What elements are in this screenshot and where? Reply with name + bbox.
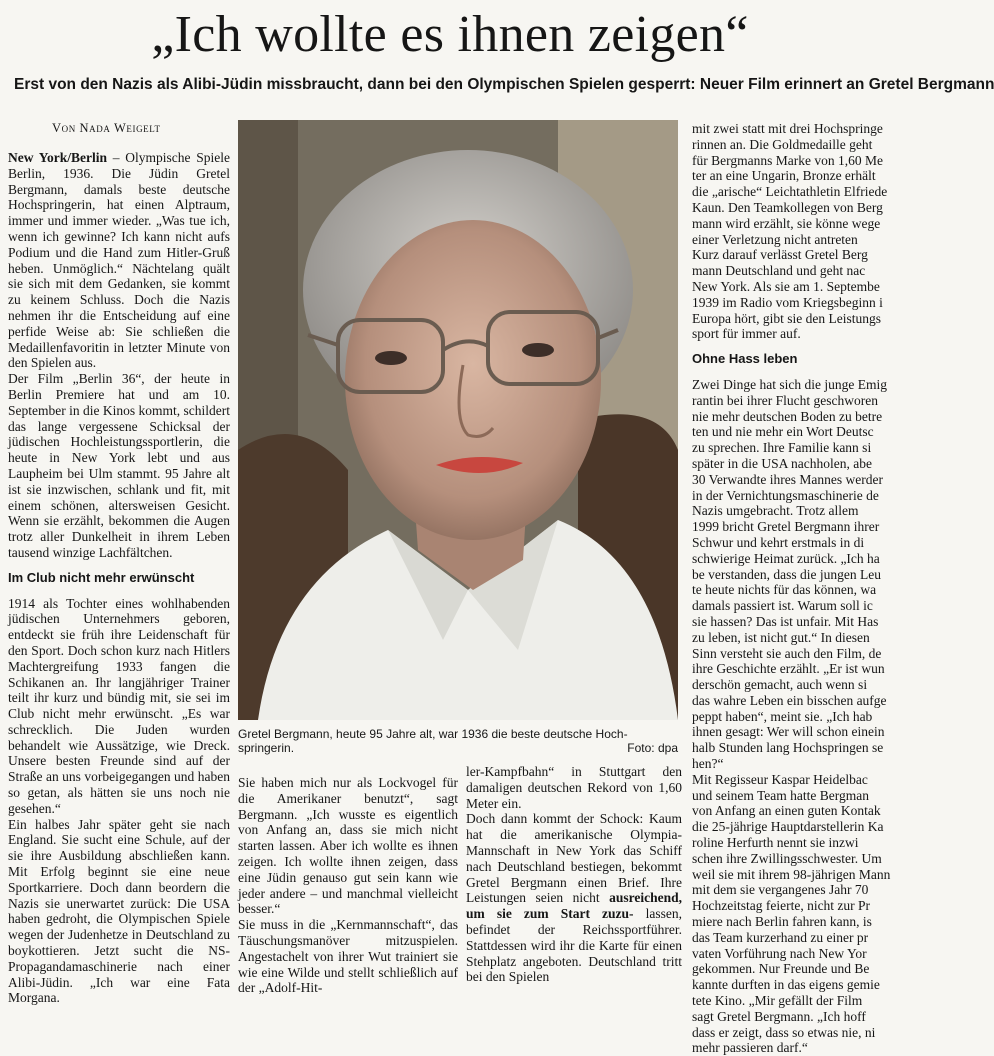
text-line: ihnen gesagt: Wer will schon einein bbox=[692, 724, 885, 740]
paragraph: Ein halbes Jahr später geht sie nach England. Sie sucht eine Schule, auf der sie ihre Ausbildung abschließen kann. Mit Erfolg beginnt sie eine neue Sportkarriere. Doch dann beordern die Nazis sie unerwartet zurück: Die USA haben gedroht, die Olympischen Spiele wegen der Judenhetze in Deutschland zu boykottieren. Jetzt sucht die NS-Propagandamaschinerie nach einer Alibi-Jüdin. „Ich war eine Fata Morgana. bbox=[8, 816, 230, 1006]
text-line: ter an eine Ungarin, Bronze erhält bbox=[692, 168, 876, 184]
text-line: mit zwei statt mit drei Hochspringe bbox=[692, 121, 883, 136]
text-line: hen?“ bbox=[692, 756, 724, 772]
text-line: peppt haben“, meint sie. „Ich hab bbox=[692, 708, 873, 724]
photo-caption bbox=[238, 727, 678, 755]
text-line: und seinem Team hatte Bergman bbox=[692, 787, 870, 803]
article-column-4 bbox=[692, 121, 900, 1056]
text-line: sie hassen? Das ist unfair. Mit Has bbox=[692, 613, 879, 629]
text-line: Zwei Dinge hat sich die junge Emig bbox=[692, 376, 887, 392]
text-line: die 25-jährige Hauptdarstellerin Ka bbox=[692, 819, 884, 835]
text-line: 1939 im Radio vom Kriegsbeginn i bbox=[692, 294, 883, 310]
column-4-block-1 bbox=[692, 121, 900, 342]
text-line: von Anfang an einen guten Kontak bbox=[692, 803, 881, 819]
text-line: rinnen an. Die Goldmedaille geht bbox=[692, 136, 873, 152]
text-line: vaten Vorführung nach New Yor bbox=[692, 945, 867, 961]
subheading-hass: Ohne Hass leben bbox=[692, 351, 798, 367]
text-line: roline Herfurth nennt sie inzwi bbox=[692, 835, 859, 851]
text-line: mann Deutschland und geht nac bbox=[692, 263, 866, 279]
text-line: nie mehr deutschen Boden zu betre bbox=[692, 408, 883, 424]
text-line: das wahre Leben ein bisschen aufge bbox=[692, 692, 887, 708]
text-line: ihre Geschichte erzählt. „Er ist wun bbox=[692, 661, 885, 677]
text-line: be verstanden, dass die jungen Leu bbox=[692, 566, 881, 582]
text-line: einer Verletzung nicht antreten bbox=[692, 231, 858, 247]
text-line: Hochzeitstag feierte, nicht zur Pr bbox=[692, 898, 871, 914]
paragraph-text: lassen, befindet der Reichssportführer. Stattdessen wird ihr die Karte für einen Stehplatz angeboten. Deutschland tritt bei den Spielen bbox=[466, 906, 682, 985]
article-column-3 bbox=[466, 764, 683, 985]
text-line: dass er zeigt, dass so etwas nie, ni bbox=[692, 1024, 876, 1040]
text-line: derschön gemacht, auch wenn si bbox=[692, 677, 868, 693]
column-4-block-2 bbox=[692, 377, 900, 1056]
text-line: ten und nie mehr ein Wort Deutsc bbox=[692, 424, 874, 440]
text-line: mit dem sie vergangenes Jahr 70 bbox=[692, 882, 869, 898]
text-line: sagt Gretel Bergmann. „Ich hoff bbox=[692, 1008, 866, 1024]
text-line: zu leben, ist nicht gut.“ In diesen bbox=[692, 629, 870, 645]
paragraph: ler-Kampfbahn“ in Stuttgart den damaligen deutschen Rekord von 1,60 Meter ein. bbox=[466, 764, 682, 811]
text-line: später in die USA nachholen, abe bbox=[692, 455, 872, 471]
text-line: Kurz darauf verlässt Gretel Berg bbox=[692, 247, 868, 263]
text-line: schwierige Heimat zurück. „Ich ha bbox=[692, 550, 880, 566]
text-line: die „arische“ Leichtathletin Elfriede bbox=[692, 184, 888, 200]
text-line: 30 Verwandte ihres Mannes werder bbox=[692, 471, 883, 487]
article-column-1 bbox=[8, 150, 231, 1006]
text-line: mann wird erzählt, sie könne wege bbox=[692, 215, 881, 231]
paragraph: 1914 als Tochter eines wohlhabenden jüdischen Unternehmers geboren, entdeckt sie früh ihre Leidenschaft für den Sport. Doch schon kurz nach Hitlers Machtergreifung 1933 fangen die Schikanen an. Ihr langjähriger Trainer teilt ihr kurz und bündig mit, sie sei im Club nicht mehr erwünscht. „Es war schrecklich. Die Juden wurden behandelt wie Aussätzige, wie Dreck. Unsere besten Freunde sind auf der Straße an uns vorbeigegangen und haben so getan, als hätten sie uns noch nie gesehen.“ bbox=[8, 595, 230, 816]
text-line: Europa hört, gibt sie den Leistungs bbox=[692, 310, 881, 326]
subheading-club: Im Club nicht mehr erwünscht bbox=[8, 569, 195, 585]
article-column-2 bbox=[238, 775, 458, 996]
text-line: New York. Als sie am 1. Septembe bbox=[692, 278, 880, 294]
paragraph bbox=[8, 150, 230, 371]
text-line: gekommen. Nur Freunde und Be bbox=[692, 961, 870, 977]
paragraph-text: – Olympische Spiele Berlin, 1936. Die Jüdin Gretel Bergmann, damals beste deutsche Hochspringerin, hat einen Alptraum, immer und immer wieder. „Was tue ich, wenn ich gewinne? Ich kann nicht aufs Podium und die Hand zum Hitler-Gruß heben. Unmöglich.“ Nächtelang quält sie sich mit dem Gedanken, sie kommt zu keinem Schluss. Doch die Nazis nehmen ihr die Entscheidung auf eine perfide Weise ab: Sie schließen die Medaillenfavoritin in letzter Minute von den Spielen aus. bbox=[8, 150, 231, 371]
paragraph bbox=[466, 811, 682, 985]
text-line: Kaun. Den Teamkollegen von Berg bbox=[692, 199, 883, 215]
paragraph: Sie muss in die „Kernmannschaft“, das Täuschungsmanöver mitzuspielen. Angestachelt von ihrer Wut trainiert sie wie eine Wilde und stellt schließlich auf der „Adolf-Hit- bbox=[238, 917, 458, 996]
text-line: rantin bei ihrer Flucht geschworen bbox=[692, 392, 878, 408]
paragraph-text: Doch dann kommt der Schock: Kaum hat die amerikanische Olympia-Mannschaft in New York das Schiff nach Deutschland bestiegen, bekommt Gretel Bergmann einen Brief. Ihre Leistungen seien nicht bbox=[466, 811, 682, 906]
paragraph: Der Film „Berlin 36“, der heute in Berlin Premiere hat und am 10. September in die Kinos kommt, schildert das lange vergessene Schicksal der jüdischen Hochleistungssportlerin, die heute in New York lebt und aus Laupheim bei Ulm stammt. 95 Jahre alt ist sie inzwischen, schlank und fit, mit einem schönen, altersweisen Gesicht. Wenn sie erzählt, bekommen die Augen trotz aller Dunkelheit in ihrem Leben tausend winzige Lachfältchen. bbox=[8, 371, 230, 560]
bold-text: ausreichend, um sie zum Start zuzu- bbox=[466, 890, 683, 922]
text-line: damals passiert ist. Warum soll ic bbox=[692, 598, 873, 614]
text-line: mehr passieren darf.“ bbox=[692, 1040, 808, 1056]
text-line: schen ihre Zwillingsschwester. Um bbox=[692, 850, 882, 866]
text-line: kannte durften in das eigens gemie bbox=[692, 977, 880, 993]
text-line: Mit Regisseur Kaspar Heidelbac bbox=[692, 771, 868, 787]
text-line: für Bergmanns Marke von 1,60 Me bbox=[692, 152, 883, 168]
dateline: New York/Berlin bbox=[8, 150, 107, 165]
text-line: miere nach Berlin fahren kann, is bbox=[692, 914, 872, 930]
text-line: Schwur und kehrt erstmals in di bbox=[692, 534, 865, 550]
text-line: zu sprechen. Ihre Familie kann si bbox=[692, 440, 872, 456]
paragraph: Sie haben mich nur als Lockvogel für die Amerikaner benutzt“, sagt Bergmann. „Ich wusste es eigentlich von Anfang an, dass sie mich nicht starten lassen. Aber ich wollte es ihnen zeigen. Ich wollte ihnen zeigen, dass eine Jüdin genauso gut sein kann wie jeder andere – und manchmal vielleicht besser.“ bbox=[238, 775, 458, 917]
text-line: weil sie mit ihrem 98-jährigen Mann bbox=[692, 866, 891, 882]
text-line: tete Kino. „Mir gefällt der Film bbox=[692, 993, 863, 1009]
portrait-illustration bbox=[238, 120, 678, 720]
caption-text: Gretel Bergmann, heute 95 Jahre alt, war 1936 die beste deutsche Hoch-springerin. bbox=[238, 727, 628, 755]
subheadline: Erst von den Nazis als Alibi-Jüdin missbraucht, dann bei den Olympischen Spielen gesperrt: Neuer Film erinnert an Gretel Bergmann bbox=[14, 76, 994, 93]
text-line: te heute nichts für das können, wa bbox=[692, 582, 877, 598]
text-line: Nazis umgebracht. Trotz allem bbox=[692, 503, 859, 519]
text-line: in der Vernichtungsmaschinerie de bbox=[692, 487, 879, 503]
text-line: sport für immer auf. bbox=[692, 326, 801, 342]
portrait-photo bbox=[238, 120, 678, 720]
text-line: das Team kurzerhand zu einer pr bbox=[692, 929, 869, 945]
byline: Von Nada Weigelt bbox=[52, 121, 161, 135]
text-line: 1999 bricht Gretel Bergmann ihrer bbox=[692, 519, 880, 535]
text-line: Sinn versteht sie auch den Film, de bbox=[692, 645, 882, 661]
text-line: halb Stunden lang Hochspringen se bbox=[692, 740, 884, 756]
headline: „Ich wollte es ihnen zeigen“ bbox=[151, 6, 749, 63]
photo-credit: Foto: dpa bbox=[627, 741, 678, 755]
